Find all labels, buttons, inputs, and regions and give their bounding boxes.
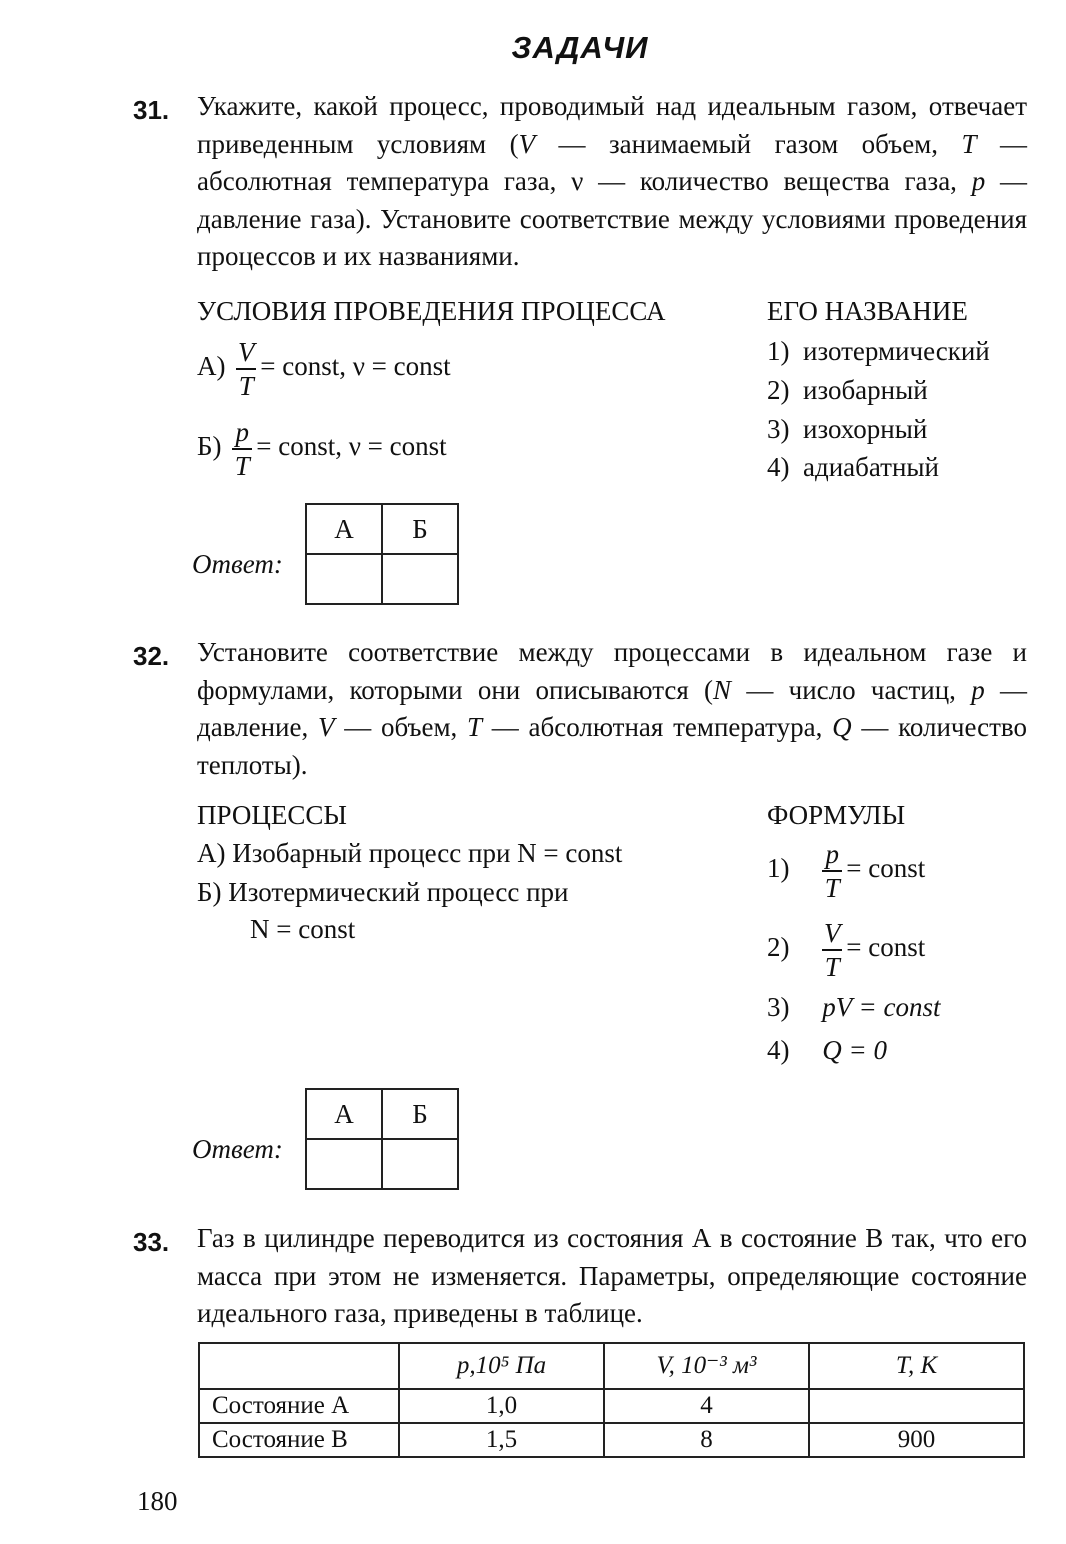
condition-rest: = const, ν = const <box>256 431 447 462</box>
task-32-process-b: Б) Изотермический процесс при <box>197 877 569 907</box>
task-32-answer-table <box>305 1088 459 1190</box>
answer-cell-a[interactable] <box>306 1139 382 1189</box>
task-31-answer-table <box>305 503 459 605</box>
table-cell: 900 <box>809 1423 1024 1457</box>
table-header-volume: V, 10⁻³ м³ <box>604 1343 809 1389</box>
fraction <box>822 840 842 902</box>
task-31-number: 31. <box>133 95 170 125</box>
task-32-processes-header: ПРОЦЕССЫ <box>197 800 347 830</box>
task-31-condition-a <box>197 338 451 400</box>
answer-header-a: А <box>306 1089 382 1139</box>
task-31-text: Укажите, какой процесс, проводимый над идеальным газом, отвечает приведенным условиям (V — занимаемый газом объем, T — абсолютная температура газа, ν — количество вещества газа, p — давление газа). Установите соответствие между условиями проведения процессов и их названиями. <box>197 91 1028 271</box>
table-row-label: Состояние В <box>199 1423 399 1457</box>
fraction-numerator: p <box>825 839 839 869</box>
task-31-names-header: ЕГО НАЗВАНИЕ <box>767 296 968 326</box>
table-header-pressure: p,10⁵ Па <box>399 1343 604 1389</box>
task-32-number: 32. <box>133 641 170 671</box>
answer-header-a: А <box>306 504 382 554</box>
task-33-text: Газ в цилиндре переводится из состояния А в состояние В так, что его масса при этом не изменяется. Параметры, определяющие состояние идеального газа, приведены в таблице. <box>197 1223 1027 1328</box>
task-33-number: 33. <box>133 1227 170 1257</box>
formula-label: 1) <box>767 853 790 884</box>
fraction-denominator: T <box>824 952 840 982</box>
task-32-text: Установите соответствие между процессами в идеальном газе и формулами, которыми они описываются (N — число частиц, p — давление, V — объем, T — абсолютная температура, Q — количество теплоты). <box>197 637 1028 780</box>
page-number: 180 <box>137 1486 178 1516</box>
table-cell: 4 <box>604 1389 809 1423</box>
task-33-state-table <box>198 1342 1025 1458</box>
table-cell <box>809 1389 1024 1423</box>
condition-rest: = const, ν = const <box>260 351 451 382</box>
task-32-answer-label: Ответ: <box>192 1134 283 1164</box>
table-cell: 1,0 <box>399 1389 604 1423</box>
answer-cell-b[interactable] <box>382 554 458 604</box>
task-31-conditions-header: УСЛОВИЯ ПРОВЕДЕНИЯ ПРОЦЕССА <box>197 296 666 326</box>
fraction <box>822 919 842 981</box>
fraction-denominator: T <box>234 451 250 481</box>
fraction-numerator: V <box>238 337 255 367</box>
table-cell: 8 <box>604 1423 809 1457</box>
condition-label: А) <box>197 351 226 382</box>
page-title: ЗАДАЧИ <box>511 30 649 65</box>
table-header-temperature: T, К <box>809 1343 1024 1389</box>
formula-rest: = const <box>846 932 926 963</box>
fraction-denominator: T <box>238 371 254 401</box>
answer-header-b: Б <box>382 1089 458 1139</box>
formula-label: 4) <box>767 1035 790 1065</box>
task-32-formula-2 <box>767 919 925 981</box>
formula-label: 3) <box>767 992 790 1022</box>
task-32-formula-4 <box>767 1035 887 1066</box>
table-header-empty <box>199 1343 399 1389</box>
formula-label: 2) <box>767 932 790 963</box>
task-31-condition-b <box>197 418 447 480</box>
table-row-label: Состояние А <box>199 1389 399 1423</box>
fraction <box>232 418 252 480</box>
fraction-numerator: V <box>824 918 841 948</box>
task-32-process-a: А) Изобарный процесс при N = const <box>197 838 623 868</box>
fraction <box>236 338 256 400</box>
task-32-process-b-cont: N = const <box>250 914 356 944</box>
answer-cell-a[interactable] <box>306 554 382 604</box>
task-31-option-2: 2) изобарный <box>767 375 928 405</box>
condition-label: Б) <box>197 431 222 462</box>
task-31-answer-label: Ответ: <box>192 549 283 579</box>
task-31-option-1: 1) изотермический <box>767 336 990 366</box>
formula-expr: pV = const <box>822 992 941 1022</box>
task-32-formula-1 <box>767 840 925 902</box>
task-32-formulas-header: ФОРМУЛЫ <box>767 800 906 830</box>
task-32-formula-3 <box>767 992 940 1023</box>
fraction-denominator: T <box>824 873 840 903</box>
formula-expr: Q = 0 <box>822 1035 887 1065</box>
answer-cell-b[interactable] <box>382 1139 458 1189</box>
answer-header-b: Б <box>382 504 458 554</box>
fraction-numerator: p <box>235 417 249 447</box>
task-31-option-3: 3) изохорный <box>767 414 928 444</box>
task-31-option-4: 4) адиабатный <box>767 452 940 482</box>
formula-rest: = const <box>846 853 926 884</box>
table-cell: 1,5 <box>399 1423 604 1457</box>
